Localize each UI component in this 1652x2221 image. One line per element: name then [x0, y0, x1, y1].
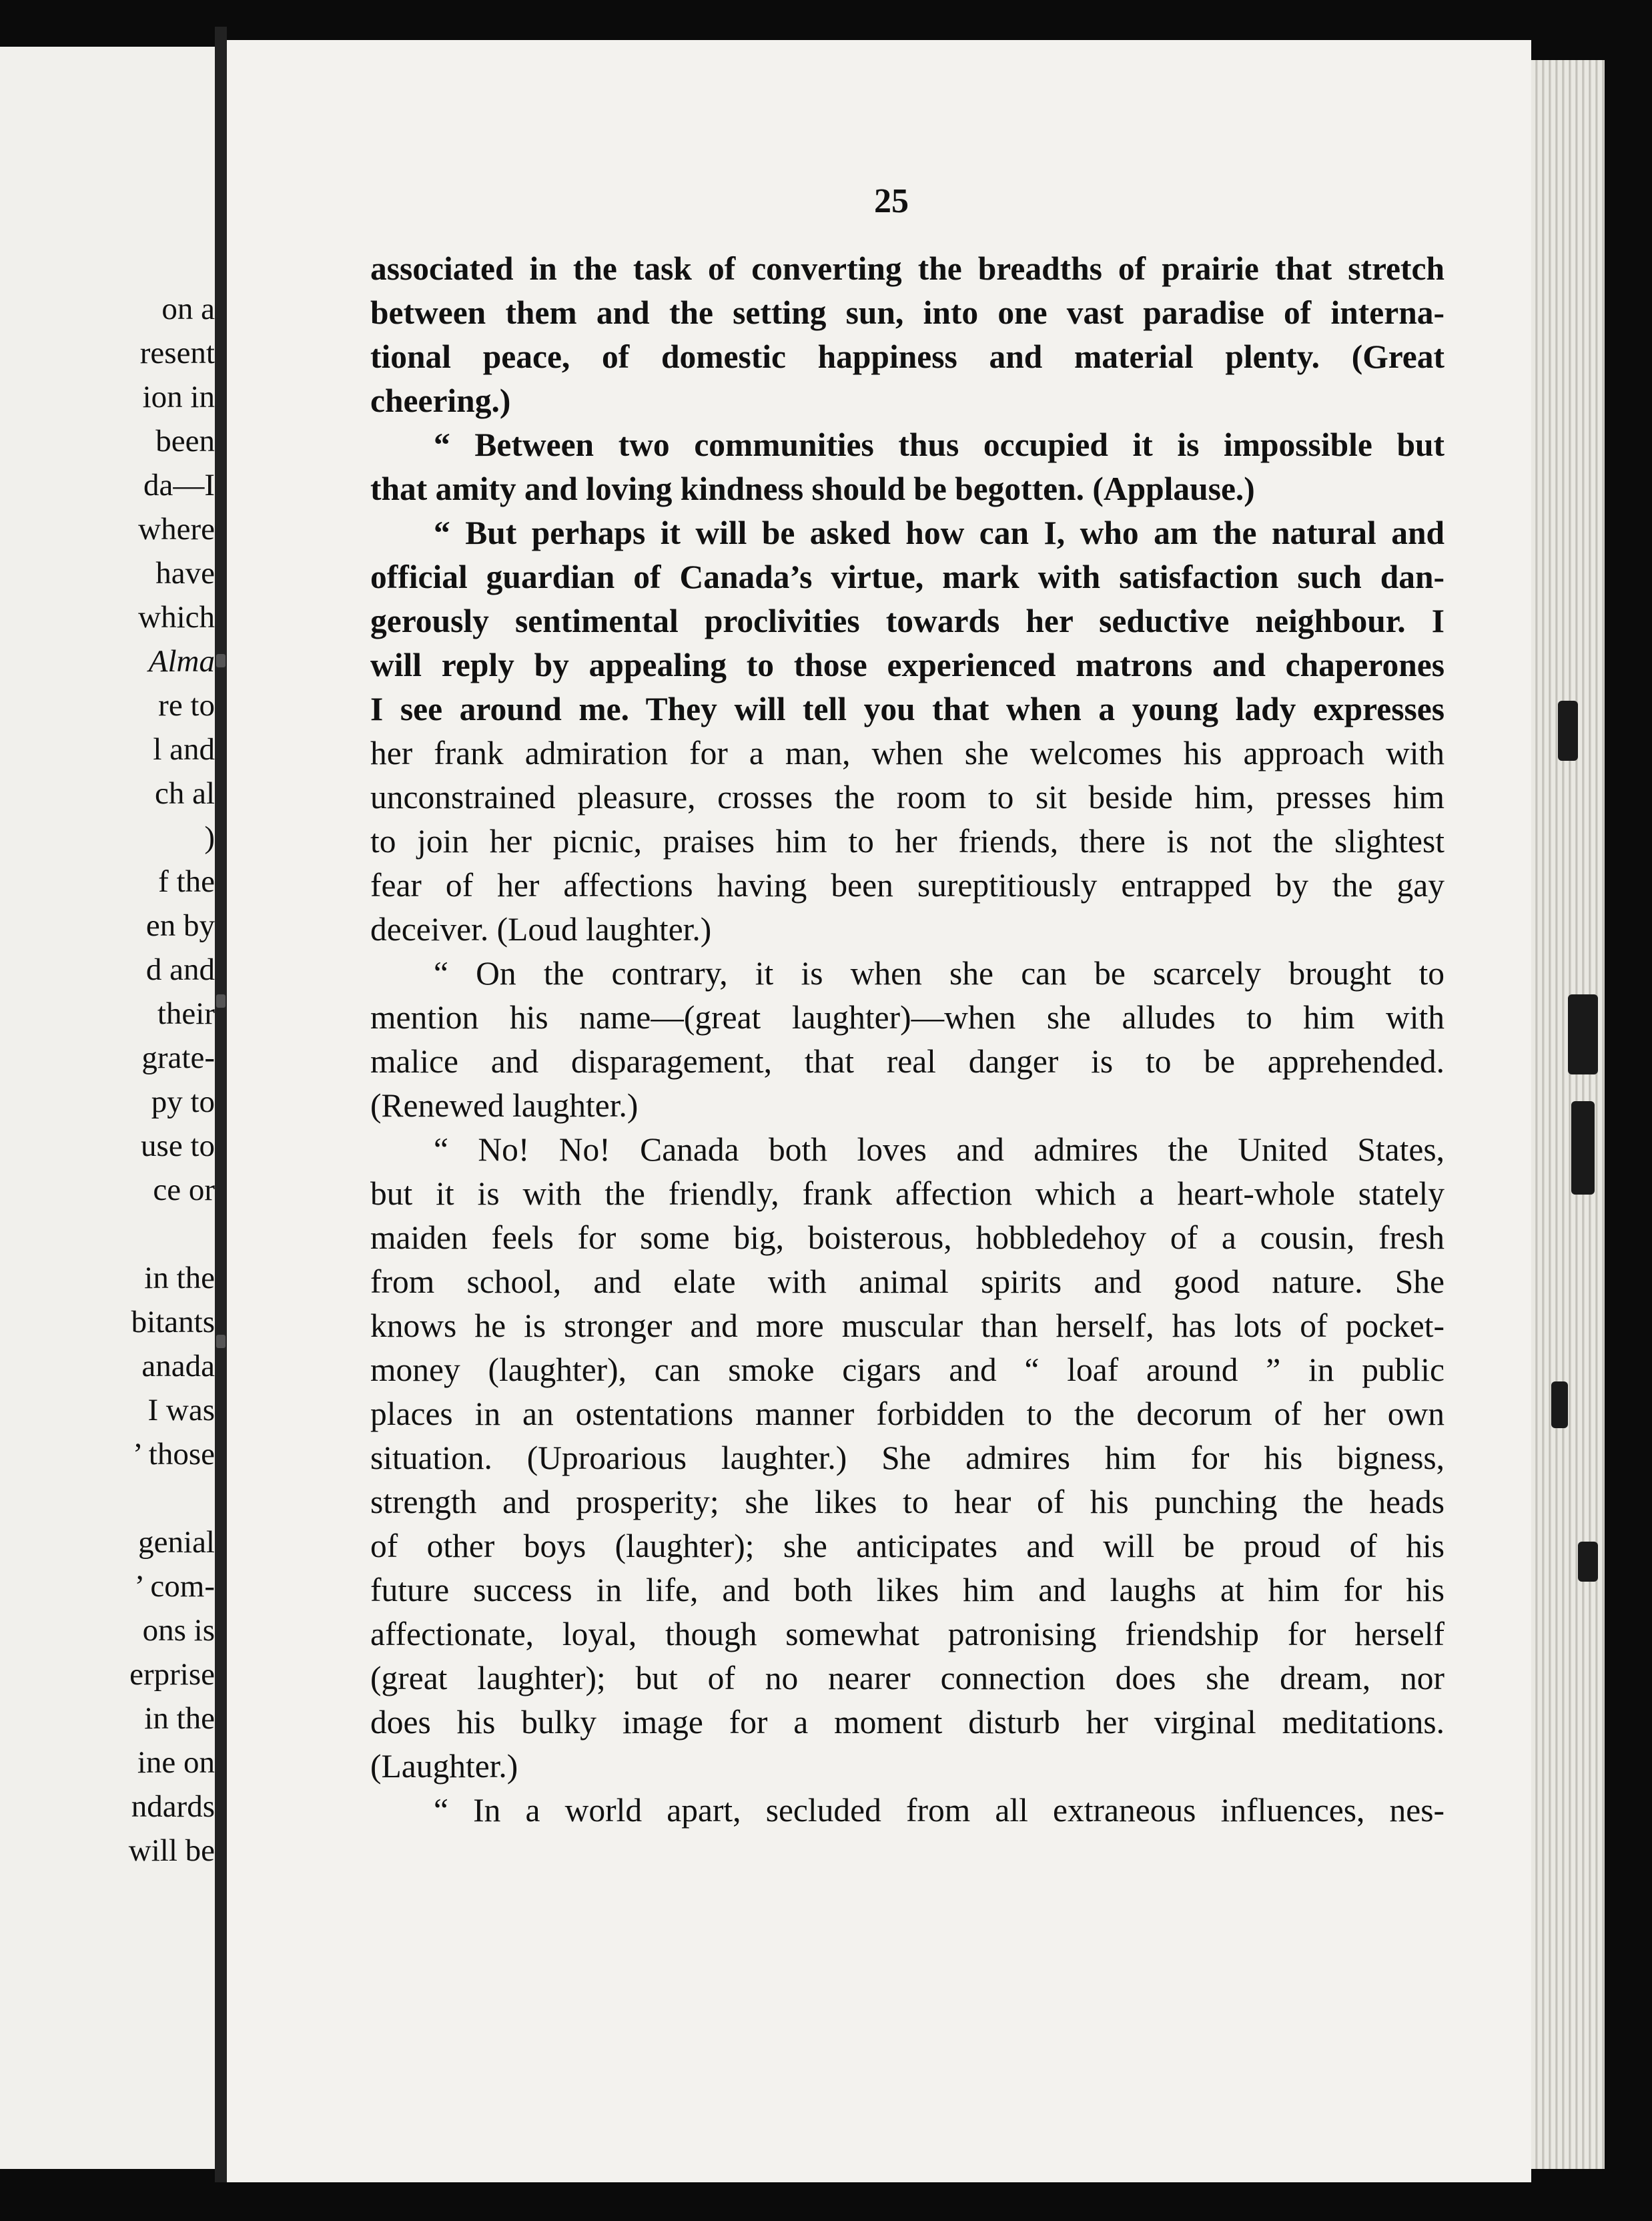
ink-blot: [1571, 1101, 1595, 1195]
text-line: “ On the contrary, it is when she can be scarcely brought to: [434, 955, 1444, 992]
text-line: “ In a world apart, secluded from all extraneous influences, nes-: [434, 1792, 1444, 1829]
facing-page-line: py to: [151, 1084, 215, 1119]
facing-page-line: which: [138, 600, 215, 635]
facing-page-line: ’ com-: [134, 1569, 215, 1604]
facing-page-line: da—I: [143, 468, 215, 503]
facing-page-line: anada: [141, 1349, 215, 1383]
text-line: mention his name—(great laughter)—when she alludes to him with: [370, 999, 1444, 1036]
binding-stitch-mark: [216, 654, 226, 667]
page-number: 25: [874, 182, 909, 220]
facing-page-line: ’ those: [132, 1437, 215, 1472]
facing-page-line: en by: [145, 908, 215, 943]
facing-page-line: l and: [153, 732, 215, 767]
text-line: I see around me. They will tell you that when a young lady expresses: [370, 691, 1444, 727]
text-line: places in an ostentations manner forbidden to the decorum of her own: [370, 1395, 1444, 1432]
text-line: deceiver. (Loud laughter.): [370, 911, 712, 948]
text-line: her frank admiration for a man, when she welcomes his approach with: [370, 735, 1444, 771]
text-line: (Laughter.): [370, 1748, 518, 1785]
text-line: (Renewed laughter.): [370, 1087, 639, 1124]
text-line: malice and disparagement, that real danger is to be apprehended.: [370, 1043, 1444, 1080]
facing-page-line: grate-: [141, 1040, 215, 1075]
facing-page-line: been: [155, 424, 215, 458]
text-line: but it is with the friendly, frank affection which a heart-whole stately: [370, 1175, 1444, 1212]
facing-page-line: ion in: [142, 380, 215, 414]
facing-page-text: [15, 287, 215, 1873]
text-line: “ No! No! Canada both loves and admires the United States,: [434, 1131, 1444, 1168]
ink-blot: [1558, 701, 1578, 761]
facing-page-line: where: [138, 512, 215, 547]
text-line: cheering.): [370, 382, 511, 419]
facing-page-line: [15, 1212, 215, 1256]
ink-blot: [1578, 1542, 1598, 1582]
text-line: future success in life, and both likes him and laughs at him for his: [370, 1572, 1444, 1608]
facing-page-line: will be: [128, 1833, 215, 1868]
facing-page-line: Alma: [148, 644, 215, 679]
text-line: unconstrained pleasure, crosses the room to sit beside him, presses him: [370, 779, 1444, 816]
text-line: maiden feels for some big, boisterous, hobbledehoy of a cousin, fresh: [370, 1219, 1444, 1256]
text-line: tional peace, of domestic happiness and material plenty. (Great: [370, 338, 1444, 375]
text-line: will reply by appealing to those experienced matrons and chaperones: [370, 647, 1444, 683]
page-body-text: [370, 247, 1444, 1833]
text-line: to join her picnic, praises him to her friends, there is not the slightest: [370, 823, 1444, 860]
facing-page-line: ndards: [131, 1789, 215, 1824]
facing-page-line: ch al: [154, 776, 215, 811]
facing-page-line: their: [157, 996, 215, 1031]
text-line: (great laughter); but of no nearer connection does she dream, nor: [370, 1660, 1444, 1696]
text-line: affectionate, loyal, though somewhat patronising friendship for herself: [370, 1616, 1444, 1652]
facing-page-line: in the: [144, 1261, 215, 1295]
facing-page-line: ons is: [142, 1613, 215, 1648]
ink-blot: [1568, 994, 1598, 1074]
text-line: situation. (Uproarious laughter.) She admires him for his bigness,: [370, 1440, 1444, 1476]
text-line: “ But perhaps it will be asked how can I, who am the natural and: [434, 515, 1444, 551]
facing-page-line: on a: [161, 292, 215, 326]
text-line: does his bulky image for a moment disturb her virginal meditations.: [370, 1704, 1444, 1740]
facing-page-line: re to: [158, 688, 215, 723]
text-line: knows he is stronger and more muscular than herself, has lots of pocket-: [370, 1307, 1444, 1344]
facing-page-line: ): [204, 820, 215, 855]
binding-stitch-mark: [216, 994, 226, 1008]
text-line: of other boys (laughter); she anticipates and will be proud of his: [370, 1528, 1444, 1564]
facing-page-line: erprise: [129, 1657, 215, 1692]
text-line: gerously sentimental proclivities towards her seductive neighbour. I: [370, 603, 1444, 639]
facing-page-line: [15, 1476, 215, 1520]
text-line: “ Between two communities thus occupied it is impossible but: [434, 426, 1444, 463]
book-gutter: [215, 27, 227, 2182]
text-line: that amity and loving kindness should be begotten. (Applause.): [370, 470, 1255, 507]
ink-blot: [1551, 1381, 1568, 1428]
text-line: official guardian of Canada’s virtue, mark with satisfaction such dan-: [370, 559, 1444, 595]
text-line: between them and the setting sun, into one vast paradise of interna-: [370, 294, 1444, 331]
binding-stitch-mark: [216, 1335, 226, 1348]
facing-page-line: f the: [158, 864, 215, 899]
facing-page-line: ce or: [153, 1173, 215, 1207]
text-line: fear of her affections having been sureptitiously entrapped by the gay: [370, 867, 1444, 904]
text-line: from school, and elate with animal spirits and good nature. She: [370, 1263, 1444, 1300]
facing-page-line: genial: [138, 1525, 215, 1560]
text-line: money (laughter), can smoke cigars and “ loaf around ” in public: [370, 1351, 1444, 1388]
facing-page-line: in the: [144, 1701, 215, 1736]
page-edge-stack: [1531, 60, 1605, 2169]
facing-page-left: [0, 47, 215, 2169]
facing-page-line: resent: [139, 336, 215, 370]
facing-page-line: ine on: [137, 1745, 215, 1780]
facing-page-line: bitants: [131, 1305, 215, 1339]
facing-page-line: use to: [141, 1129, 215, 1163]
text-line: associated in the task of converting the breadths of prairie that stretch: [370, 250, 1444, 287]
text-line: strength and prosperity; she likes to hear of his punching the heads: [370, 1484, 1444, 1520]
facing-page-line: I was: [147, 1393, 215, 1427]
facing-page-line: have: [155, 556, 215, 591]
facing-page-line: d and: [145, 952, 215, 987]
